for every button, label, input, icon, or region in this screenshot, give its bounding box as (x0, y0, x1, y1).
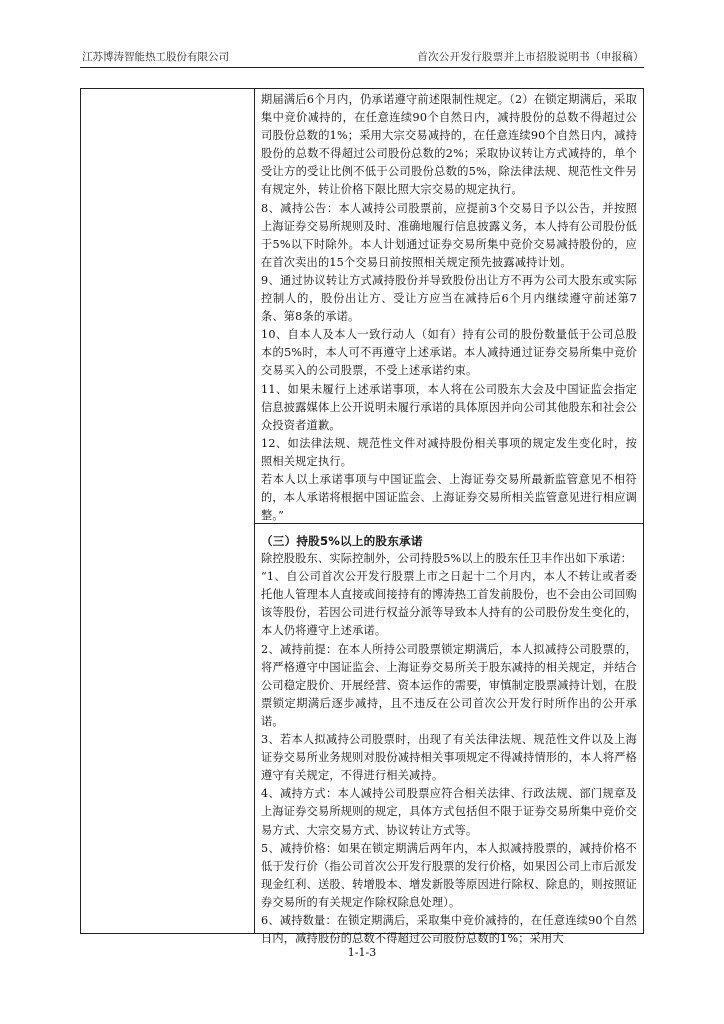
paragraph: 10、自本人及本人一致行动人（如有）持有公司的股份数量低于公司总股本的5%时，本人可不再遵守上述承诺。本人减持通过证券交易所集中竞价交易买入的公司股票，不受上述承诺约束。 (261, 328, 637, 378)
table-cell-previous-commitment (261, 91, 637, 525)
paragraph: 12、如法律法规、规范性文件对减持股份相关事项的规定发生变化时，按照相关规定执行。 (261, 436, 637, 468)
paragraph: 除控股股东、实际控制外，公司持股5%以上的股东任卫丰作出如下承诺： (261, 552, 633, 566)
paragraph: 11、如果未履行上述承诺事项，本人将在公司股东大会及中国证监会指定信息披露媒体上公开说明未履行承诺的具体原因并向公司其他股东和社会公众投资者道歉。 (261, 382, 637, 432)
paragraph: 3、若本人拟减持公司股票时，出现了有关法律法规、规范性文件以及上海证券交易所业务规则对股份减持相关事项规定不得减持情形的，本人将严格遵守有关规定，不得进行相关减持。 (261, 733, 637, 783)
paragraph: 5、减持价格：如果在锁定期满后两年内，本人拟减持股票的，减持价格不低于发行价（指公司首次公开发行股票的发行价格，如果因公司上市后派发现金红利、送股、转增股本、增发新股等原因进行除权、除息的，则按照证券交易所的有关规定作除权除息处理）。 (261, 841, 637, 909)
header-rule (80, 67, 644, 68)
paragraph: 2、减持前提：在本人所持公司股票锁定期满后，本人拟减持公司股票的，将严格遵守中国证监会、上海证券交易所关于股东减持的相关规定，并结合公司稳定股价、开展经营、资本运作的需要，审慎制定股票减持计划，在股票锁定期满后逐步减持，且不违反在公司首次公开发行时所作出的公开承诺。 (261, 642, 637, 728)
paragraph: 9、通过协议转让方式减持股份并导致股份出让方不再为公司大股东或实际控制人的，股份出让方、受让方应当在减持后6个月内继续遵守前述第7条、第8条的承诺。 (261, 273, 637, 324)
paragraph: 4、减持方式：本人减持公司股票应符合相关法律、行政法规、部门规章及上海证券交易所规则的规定，具体方式包括但不限于证券交易所集中竞价交易方式、大宗交易方式、协议转让方式等。 (261, 787, 637, 837)
header-company-name: 江苏博涛智能热工股份有限公司 (82, 51, 229, 63)
paragraph: 若本人以上承诺事项与中国证监会、上海证券交易所最新监管意见不相符的，本人承诺将根据中国证监会、上海证券交易所相关监管意见进行相应调整。” (261, 472, 637, 523)
table-cell-shareholder-commitment (261, 532, 637, 948)
page-number: 1-1-3 (347, 946, 377, 959)
header-document-title: 首次公开发行股票并上市招股说明书（申报稿） (417, 51, 644, 63)
section-title: （三）持股5%以上的股东承诺 (261, 534, 423, 548)
paragraph: 6、减持数量：在锁定期满后，采取集中竞价减持的，在任意连续90个自然日内，减持股份的总数不得超过公司股份总数的1%；采用大 (261, 913, 637, 946)
commitment-table (80, 88, 644, 946)
paragraph: 8、减持公告：本人减持公司股票前，应提前3个交易日予以公告，并按照上海证券交易所规则及时、准确地履行信息披露义务，本人持有公司股份低于5%以下时除外。本人计划通过证券交易所集中竞价交易减持股份的，应在首次卖出的15个交易日前按照相关规定预先披露减持计划。 (261, 201, 637, 269)
column-divider (254, 89, 255, 933)
paragraph: 期届满后6个月内，仍承诺遵守前述限制性规定。（2）在锁定期满后，采取集中竞价减持的，在任意连续90个自然日内，减持股份的总数不得超过公司股份总数的1%；采用大宗交易减持的，在任意连续90个自然日内，减持股份的总数不得超过公司股份总数的2%；采取协议转让方式减持的，单个受让方的受让比例不低于公司股份总数的5%，除法律法规、规范性文件另有规定外，转让价格下限比照大宗交易的规定执行。 (261, 93, 637, 197)
paragraph: “1、自公司首次公开发行股票上市之日起十二个月内，本人不转让或者委托他人管理本人直接或间接持有的博涛热工首发前股份，也不会由公司回购该等股份，若因公司进行权益分派等导致本人持有的公司股份发生变化的，本人仍将遵守上述承诺。 (261, 570, 637, 638)
page-header (80, 48, 644, 66)
